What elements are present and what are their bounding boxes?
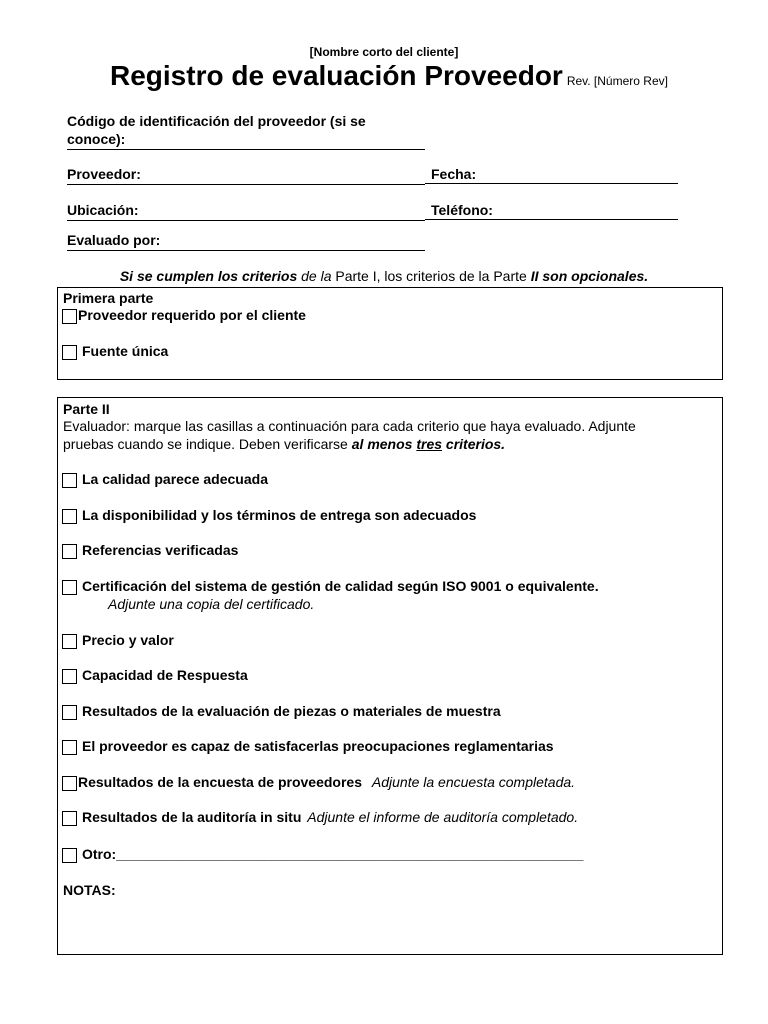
criteria-item[interactable] [62,809,578,826]
revision-label: Rev. [Número Rev] [566,74,668,88]
title-text: Registro de evaluación Proveedor [110,60,563,91]
criteria-note: Adjunte una copia del certificado. [108,596,315,612]
criteria-item[interactable] [62,846,583,863]
part1-title: Primera parte [63,290,154,306]
criteria-label: Resultados de la auditoría in situ [82,809,302,825]
checkbox[interactable] [62,848,77,863]
part1-item[interactable] [62,343,168,360]
supplier-field[interactable]: Proveedor: [67,166,425,185]
criteria-note: Adjunte el informe de auditoría completado. [307,809,579,825]
intro-underlined: tres [416,436,443,452]
checkbox[interactable] [62,309,77,324]
criteria-item[interactable] [62,667,248,684]
criteria-label: Certificación del sistema de gestión de calidad según ISO 9001 o equivalente. [82,578,599,594]
part2-intro-line1: Evaluador: marque las casillas a continuación para cada criterio que haya evaluado. Adjunte [63,418,636,434]
criteria-label: Capacidad de Respuesta [82,667,248,683]
instruction-part3: Parte I, los criterios de la Parte [331,268,531,284]
location-field[interactable]: Ubicación: [67,202,425,221]
part1-item[interactable] [62,307,306,324]
criteria-item[interactable] [62,578,599,595]
notes-label: NOTAS: [63,882,116,898]
other-field[interactable]: Otro:____________________________________________________________ [82,846,584,862]
part2-box [57,397,723,955]
part1-item-label: Fuente única [82,343,169,359]
date-field[interactable]: Fecha: [425,166,678,184]
phone-field[interactable]: Teléfono: [425,202,678,220]
criteria-item[interactable] [62,703,501,720]
criteria-item[interactable] [62,738,554,755]
criteria-label: La calidad parece adecuada [82,471,268,487]
checkbox[interactable] [62,705,77,720]
checkbox[interactable] [62,345,77,360]
instruction-part2: de la [297,268,332,284]
criteria-item[interactable] [62,774,575,791]
client-name: [Nombre corto del cliente] [309,45,459,59]
instruction-part1: Si se cumplen los criterios [119,268,298,284]
criteria-item[interactable] [62,471,268,488]
instruction-line [0,268,768,284]
checkbox[interactable] [62,544,77,559]
criteria-label: Precio y valor [82,632,174,648]
intro-bold-end: criterios. [442,436,506,452]
supplier-id-field[interactable]: Código de identificación del proveedor (si se conoce): [67,112,425,150]
checkbox[interactable] [62,776,77,791]
checkbox[interactable] [62,634,77,649]
criteria-item[interactable] [62,632,174,649]
checkbox[interactable] [62,669,77,684]
criteria-label: La disponibilidad y los términos de entrega son adecuados [82,507,477,523]
intro-bold: al menos [351,436,417,452]
part2-intro-line2 [63,436,505,452]
page-title [110,60,668,92]
criteria-item[interactable] [62,507,476,524]
criteria-label: Resultados de la evaluación de piezas o materiales de muestra [82,703,501,719]
checkbox[interactable] [62,811,77,826]
notes-area[interactable] [63,903,713,948]
intro-text: pruebas cuando se indique. Deben verificarse [63,436,352,452]
checkbox[interactable] [62,509,77,524]
part1-item-label: Proveedor requerido por el cliente [78,307,306,323]
part1-box [57,287,723,380]
evaluated-by-field[interactable]: Evaluado por: [67,232,425,251]
criteria-label: Resultados de la encuesta de proveedores [78,774,362,790]
checkbox[interactable] [62,473,77,488]
checkbox[interactable] [62,580,77,595]
criteria-item[interactable] [62,542,238,559]
part2-title: Parte II [63,401,110,417]
criteria-label: Referencias verificadas [82,542,239,558]
criteria-note: Adjunte la encuesta completada. [371,774,576,790]
checkbox[interactable] [62,740,77,755]
instruction-part4: II son opcionales. [530,268,649,284]
criteria-label: El proveedor es capaz de satisfacerlas preocupaciones reglamentarias [82,738,554,754]
